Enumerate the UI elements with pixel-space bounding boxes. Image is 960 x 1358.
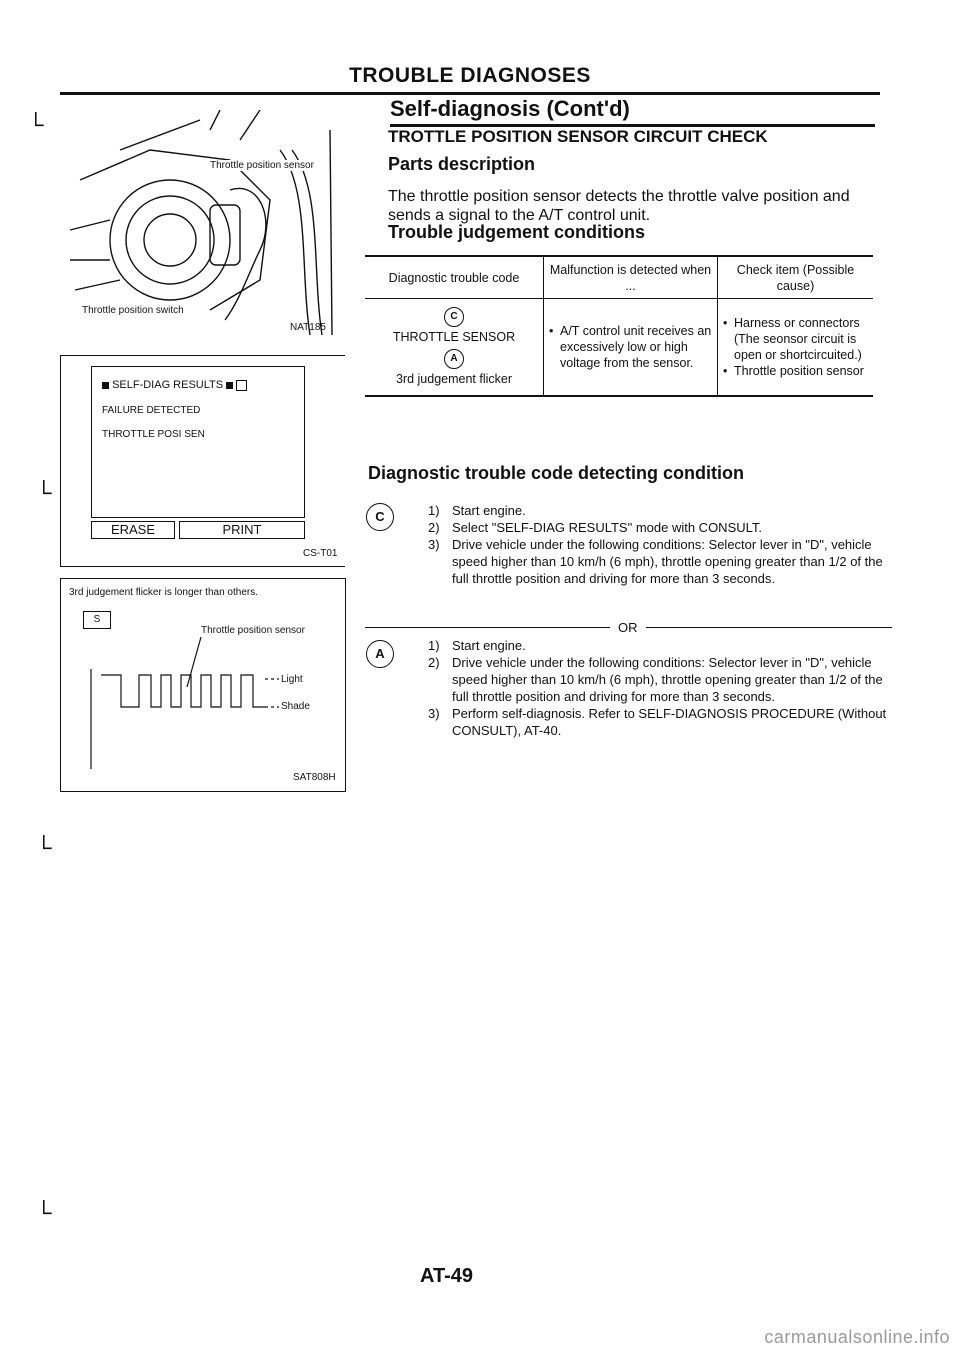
page-header: TROUBLE DIAGNOSES bbox=[349, 64, 591, 87]
fig3-shade: Shade bbox=[281, 701, 310, 712]
code-flicker: 3rd judgement flicker bbox=[395, 372, 513, 386]
list-item: 1) Start engine. bbox=[428, 503, 526, 518]
or-label: OR bbox=[610, 620, 646, 635]
erase-button[interactable]: ERASE bbox=[91, 521, 175, 539]
code-cell bbox=[365, 299, 544, 397]
fig1-switch-label: Throttle position switch bbox=[82, 305, 184, 316]
parts-heading: Parts description bbox=[388, 154, 536, 174]
detecting-heading: Diagnostic trouble code detecting condition bbox=[368, 463, 745, 483]
square-bullet-icon bbox=[102, 382, 109, 389]
fig3-light: Light bbox=[281, 674, 303, 685]
check-item: • Harness or connectors (The seonsor circuit is open or shortcircuited.) bbox=[734, 315, 869, 363]
list-item: 3) Drive vehicle under the following conditions: Selector lever in "D", vehicle speed higher than 10 km/h (6 mph), throttle opening greater than 1/2 of the full throttle position and driving for more than 3 seconds. bbox=[428, 537, 883, 586]
list-item: 2) Drive vehicle under the following conditions: Selector lever in "D", vehicle speed higher than 10 km/h (6 mph), throttle opening greater than 1/2 of the full throttle position and driving for more than 3 seconds. bbox=[428, 655, 883, 704]
parts-description: The throttle position sensor detects the throttle valve position and sends a signal to the A/T control unit. bbox=[388, 188, 850, 224]
table-row bbox=[365, 299, 873, 397]
watermark: carmanualsonline.info bbox=[764, 1327, 950, 1347]
print-button[interactable]: PRINT bbox=[179, 521, 305, 539]
fig2-code: CS-T01 bbox=[303, 548, 338, 559]
table-header-cell: Malfunction is detected when ... bbox=[544, 256, 718, 299]
display-title-row bbox=[102, 379, 247, 391]
judgement-heading: Trouble judgement conditions bbox=[388, 222, 646, 242]
throttle-sensor-illustration bbox=[60, 110, 344, 342]
fig3-note: 3rd judgement flicker is longer than others. bbox=[69, 587, 258, 598]
consult-icon: C bbox=[366, 503, 394, 531]
list-item: 1) Start engine. bbox=[428, 638, 526, 653]
flicker-figure bbox=[60, 578, 346, 792]
binding-mark-icon: └ bbox=[36, 1200, 52, 1225]
binding-mark-icon: └ bbox=[36, 835, 52, 860]
code-name: THROTTLE SENSOR bbox=[392, 330, 516, 344]
consult-display bbox=[91, 366, 305, 518]
checkbox-icon bbox=[236, 380, 247, 391]
check-item: • Throttle position sensor bbox=[734, 363, 869, 379]
fig1-code: NAT185 bbox=[290, 322, 326, 333]
without-consult-steps bbox=[428, 637, 893, 739]
table-header-row bbox=[365, 256, 873, 299]
fig3-sensor-label: Throttle position sensor bbox=[201, 625, 305, 636]
subsection-title: TROTTLE POSITION SENSOR CIRCUIT CHECK bbox=[388, 127, 768, 146]
consult-steps bbox=[428, 502, 888, 587]
malfunction-cell bbox=[544, 299, 718, 397]
header-rule bbox=[60, 92, 880, 95]
fig1-sensor-label: Throttle position sensor bbox=[210, 160, 314, 171]
trouble-judgement-table bbox=[365, 255, 873, 397]
table-header-cell: Diagnostic trouble code bbox=[365, 256, 544, 299]
fig3-code: SAT808H bbox=[293, 772, 336, 783]
binding-mark-icon: └ bbox=[28, 112, 44, 137]
page-number: AT-49 bbox=[420, 1265, 473, 1287]
display-line1: SELF-DIAG RESULTS bbox=[112, 379, 224, 391]
list-item: 3) Perform self-diagnosis. Refer to SELF-DIAGNOSIS PROCEDURE (Without CONSULT), AT-40. bbox=[428, 706, 887, 738]
consult-screen-figure bbox=[60, 355, 345, 567]
without-consult-icon: A bbox=[444, 349, 464, 369]
without-consult-icon: A bbox=[366, 640, 394, 668]
display-line2: FAILURE DETECTED bbox=[102, 405, 201, 416]
list-item: 2) Select "SELF-DIAG RESULTS" mode with CONSULT. bbox=[428, 520, 763, 535]
binding-mark-icon: └ bbox=[36, 480, 52, 505]
table-header-cell: Check item (Possible cause) bbox=[718, 256, 874, 299]
display-line3: THROTTLE POSI SEN bbox=[102, 429, 205, 440]
section-title: Self-diagnosis (Cont'd) bbox=[390, 96, 630, 121]
check-item-cell bbox=[718, 299, 874, 397]
flicker-waveform bbox=[61, 579, 345, 791]
self-diag-lamp-icon: S bbox=[83, 611, 111, 629]
consult-icon: C bbox=[444, 307, 464, 327]
malfunction-text: • A/T control unit receives an excessively low or high voltage from the sensor. bbox=[560, 323, 713, 371]
square-bullet-icon bbox=[226, 382, 233, 389]
